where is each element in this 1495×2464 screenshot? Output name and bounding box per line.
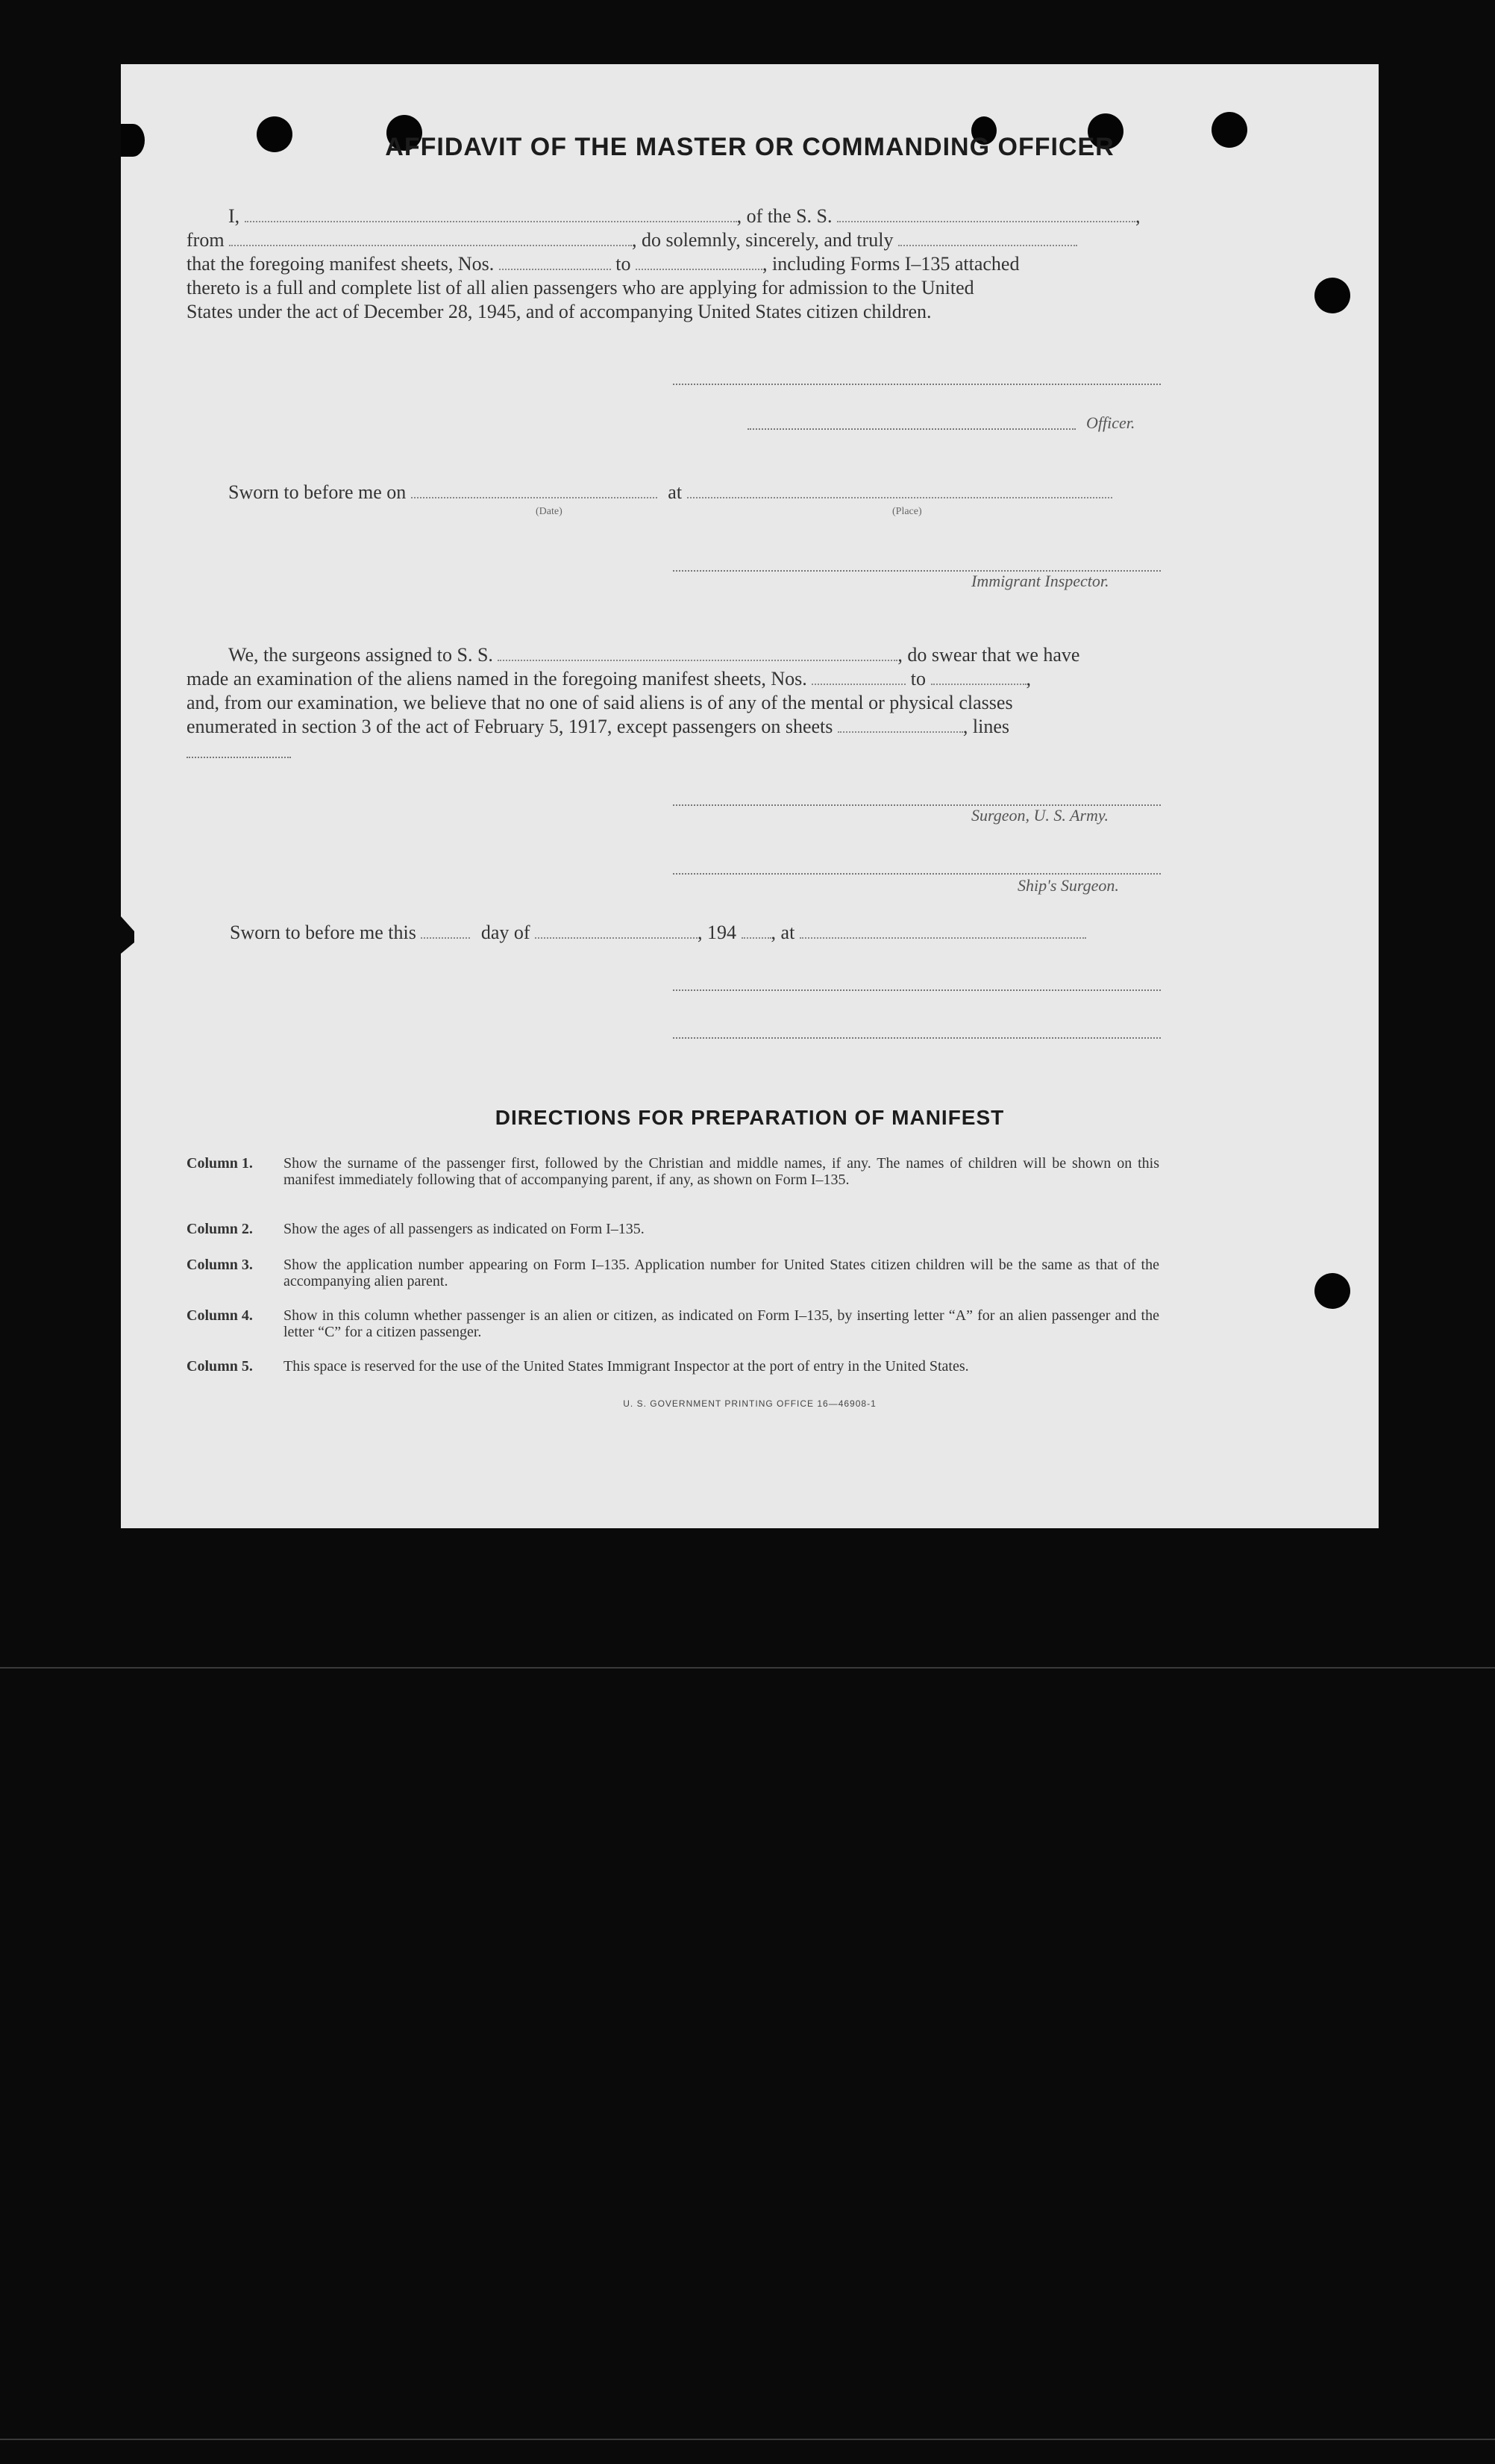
surgeons-line-1: We, the surgeons assigned to S. S. , do swear that we have [228, 644, 1080, 666]
date-caption: (Date) [536, 506, 562, 517]
exception-sheets-field[interactable] [838, 715, 963, 733]
surgeons-ship-field[interactable] [498, 643, 897, 661]
sheet-from-field[interactable] [499, 252, 611, 270]
scan-line-top [0, 1667, 1495, 1669]
sheet-to-field[interactable] [636, 252, 762, 270]
directions-title: DIRECTIONS FOR PREPARATION OF MANIFEST [495, 1106, 1005, 1129]
printing-office-footer: U. S. GOVERNMENT PRINTING OFFICE 16—46908-1 [623, 1398, 877, 1409]
affirm-field[interactable] [898, 228, 1077, 246]
torn-edge [121, 916, 134, 954]
sworn-on-line: Sworn to before me on at [228, 481, 1112, 504]
sworn-place-field[interactable] [687, 481, 1112, 498]
affidavit-line-5: States under the act of December 28, 1945, and of accompanying United States citizen children. [187, 301, 932, 322]
from-field[interactable] [229, 228, 632, 246]
ship-surgeon-signature-line[interactable] [673, 872, 1161, 875]
surgeons-sheet-to-field[interactable] [931, 667, 1027, 685]
officer-caption: Officer. [1086, 413, 1135, 432]
sworn-signature-line-1[interactable] [673, 988, 1161, 991]
inspector-caption: Immigrant Inspector. [971, 572, 1109, 590]
sworn-date-field[interactable] [411, 481, 657, 498]
manifest-sheet: AFFIDAVIT OF THE MASTER OR COMMANDING OFFICER I, , of the S. S. , from , do solemnly, sincerely, and truly that the foregoing manifest sheets, Nos. to , including Forms I–135 attached thereto is a full and complete list of all alien passengers who are applying for admission to the United States under the act of December 28, 1945, and of accompanying United States citizen children. Officer. Sworn to before me on at (Date) (Place) Immigrant Inspector. We, the surgeons assigned to S. S. , do swear that we have made an examination of the aliens named in the foregoing manifest sheets, Nos. to , and, from our examination, we believe that no one of said aliens is of any of the mental or physical classes enumerated in section 3 of the act of February 5, 1917, except passengers on sheets , lines Surgeon, U. S. Army. Ship's Surgeon. Sworn to before me this day of , 194 , at DIRECTIONS FOR PREPARATION OF MANIFEST Column 1. Show the surname of the passenger first, followed by the Christian and middle names, if any. The names of children will be shown on this manifest immediately following that of accompanying parent, if any, as shown on Form I–135. Column 2. Show the ages of all passengers as indicated on Form I–135. Column 3. Show the application number appearing on Form I–135. Application number for United States citizen children will be the same as that of the accompanying alien parent. Column 4. Show in this column whether passenger is an alien or citizen, as indicated on Form I–135, by inserting letter “A” for an alien passenger and the letter “C” for a citizen passenger. Column 5. This space is reserved for the use of the United States Immigrant Inspector at the port of entry in the United States. U. S. GOVERNMENT PRINTING OFFICE 16—46908-1 [121, 64, 1379, 1528]
affidavit-title: AFFIDAVIT OF THE MASTER OR COMMANDING OFFICER [385, 133, 1115, 161]
ship-surgeon-caption: Ship's Surgeon. [1018, 876, 1119, 895]
surgeons-line-3: and, from our examination, we believe that no one of said aliens is of any of the mental or physical classes [187, 692, 1013, 713]
sworn-month-field[interactable] [535, 921, 698, 939]
sworn-signature-line-2[interactable] [673, 1036, 1161, 1039]
name-field[interactable] [245, 204, 737, 222]
place-caption: (Place) [892, 506, 922, 517]
punch-hole-icon [1314, 1273, 1350, 1309]
sworn-day-field[interactable] [421, 921, 470, 939]
surgeons-line-4: enumerated in section 3 of the act of February 5, 1917, except passengers on sheets , lines [187, 716, 1010, 737]
sworn-this-line: Sworn to before me this day of , 194 , at [230, 921, 1086, 945]
master-signature-line[interactable] [673, 382, 1161, 385]
affidavit-line-3: that the foregoing manifest sheets, Nos. to , including Forms I–135 attached [187, 253, 1020, 275]
scan-line-bottom [0, 2439, 1495, 2440]
officer-signature-line[interactable] [748, 427, 1076, 430]
sworn-at-field[interactable] [800, 921, 1086, 939]
exception-lines-field[interactable] [187, 755, 291, 758]
ship-field[interactable] [837, 204, 1135, 222]
army-surgeon-caption: Surgeon, U. S. Army. [971, 806, 1109, 825]
sworn-year-field[interactable] [742, 921, 771, 939]
surgeons-sheet-from-field[interactable] [812, 667, 906, 685]
affidavit-line-4: thereto is a full and complete list of all alien passengers who are applying for admission to the United [187, 277, 974, 298]
affidavit-line-2: from , do solemnly, sincerely, and truly [187, 228, 1077, 252]
affidavit-line-1: I, , of the S. S. , [228, 205, 1141, 227]
punch-hole-icon [1314, 278, 1350, 313]
surgeons-line-2: made an examination of the aliens named in the foregoing manifest sheets, Nos. to , [187, 668, 1031, 690]
